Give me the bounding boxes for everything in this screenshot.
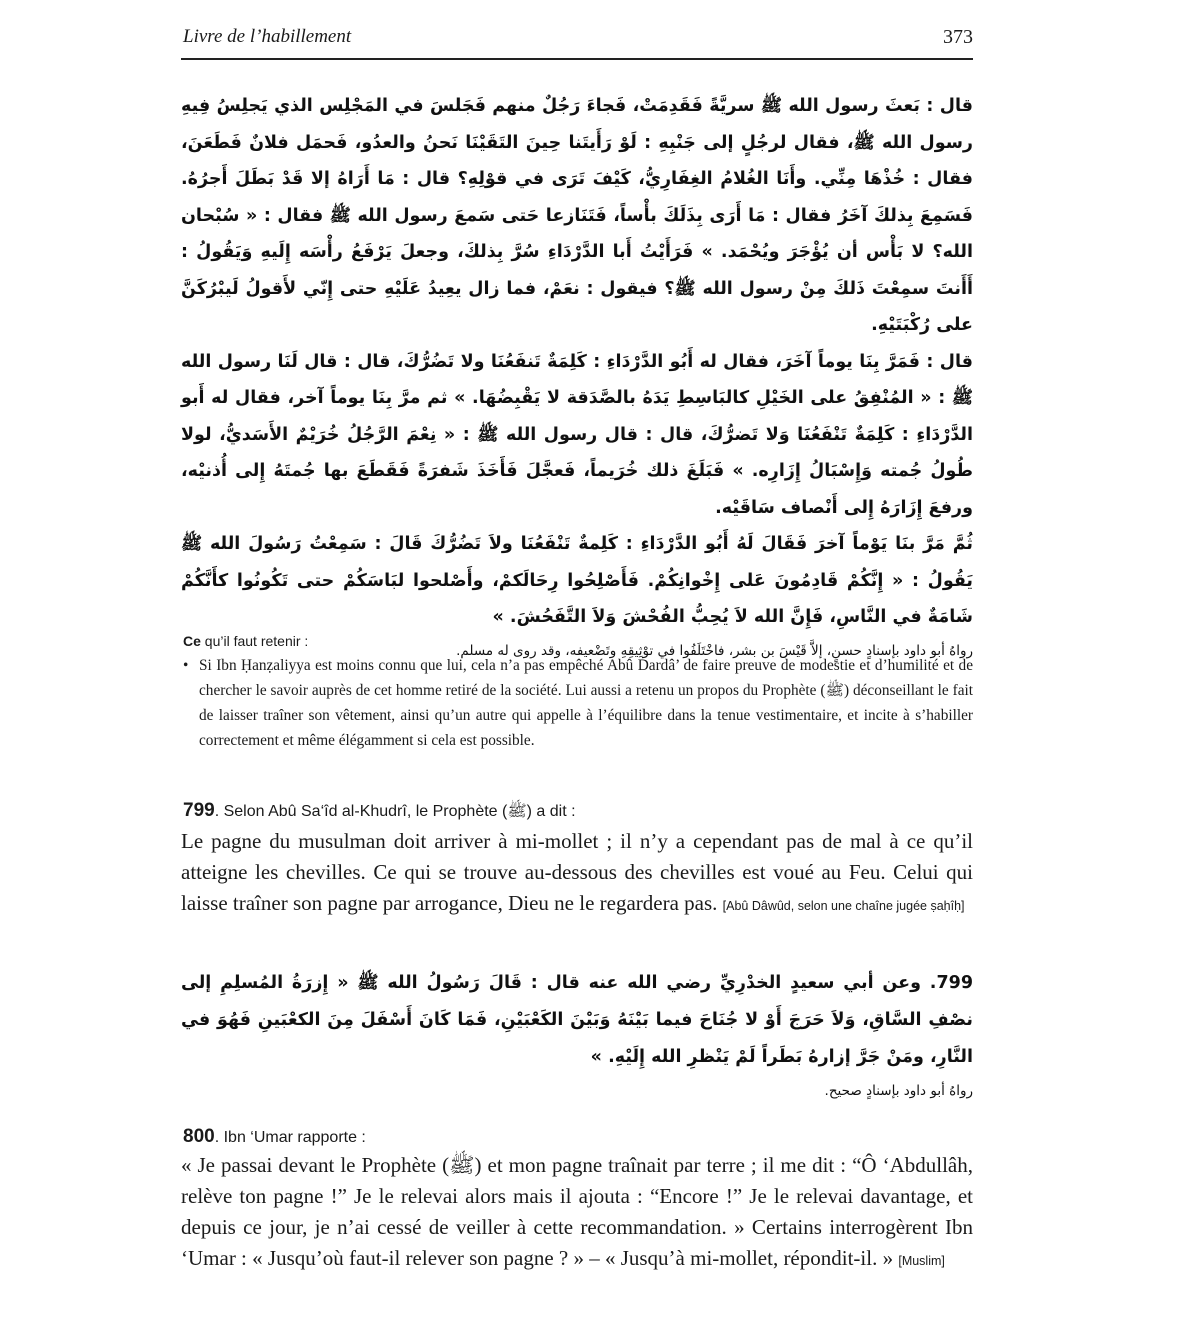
page-number: 373 — [943, 26, 973, 48]
hadith-799-heading: 799. Selon Abû Sa‘îd al-Khudrî, le Prophète (ﷺ) a dit : — [183, 800, 576, 821]
hadith-800 — [181, 1126, 973, 1277]
running-header — [181, 26, 973, 58]
hadith-799-reference: [Abû Dâwûd, selon une chaîne jugée ṣaḥîḥ] — [722, 899, 965, 913]
retain-bullet-text: Si Ibn Ḥanẓaliyya est moins connu que lui, cela n’a pas empêché Abû Dardâ’ de faire preuve de modestie et d’humilité et de chercher le savoir auprès de cet homme retiré de la société. Lui aussi a retenu un propos du Prophète (ﷺ) déconseillant le fait de laisser traîner son vêtement, ainsi qu’un autre qui appelle à l’équilibre dans la tenue vestimentaire, et incite à s’habiller correctement et même élégamment si cela est possible. — [199, 657, 973, 749]
hadith-800-body: « Je passai devant le Prophète (ﷺ) et mon pagne traînait par terre ; il me dit : “Ô ‘Abdullâh, relève ton pagne !” Je le relevai alors mais il ajouta : “Encore !” Je le relevai davantage, et depuis ce jour, je n’ai cessé de veiller à cette recommandation. » Certains interrogèrent Ibn ‘Umar : « Jusqu’où faut-il relever son pagne ? » – « Jusqu’à mi-mollet, répondit-il. » [Muslim] — [181, 1153, 973, 1270]
hadith-799-body: Le pagne du musulman doit arriver à mi-mollet ; il n’y a cependant pas de mal à ce qu’il atteigne les chevilles. Ce qui se trouve au-dessous des chevilles est voué au Feu. Celui qui laisse traîner son pagne par arrogance, Dieu ne le regardera pas. [Abû Dâwûd, selon une chaîne jugée ṣaḥîḥ] — [181, 829, 973, 915]
hadith-799-arabic-source: رواهُ أبو داود بإسنادٍ صحيح. — [824, 1083, 973, 1099]
arabic-paragraph-2: قال : فَمَرَّ بِنَا يوماً آخَرَ، فقال له أَبُو الدَّرْدَاءِ : كَلِمَةٌ تَنفَعُنَا ولا تَضُرُّكَ، قال : قال لَنَا رسول الله ﷺ : « المُنْفِقُ على الخَيْلِ كالبَاسِطِ يَدَهُ بالصَّدَقة لا يَقْبِضُهَا. » ثم مرَّ بِنَا يوماً آخر، فقال له أَبو الدَّرْدَاءِ : كَلِمَةٌ تَنْفَعُنَا وَلا تَضرُّكَ، قال : قال رسول الله ﷺ : « نِعْمَ الرَّجُلُ خُرَيْمٌ الأَسَديُّ، لولا طُولُ جُمته وَإِسْبَالُ إِزَارِه. » فَبَلَغَ ذلك خُرَيماً، فَعجَّلَ فَأَخَذَ شَفرَةً فَقَطَعَ بها جُمتَهُ إِلى أُذنيْه، ورفعَ إِزَارَهُ إِلى أَنْصاف سَاقَيْه. — [181, 351, 973, 518]
hadith-799-arabic — [181, 965, 973, 1106]
hadith-799 — [181, 800, 973, 922]
hadith-number: 800 — [183, 1126, 215, 1147]
retain-bullet — [181, 653, 973, 753]
header-rule — [181, 58, 973, 60]
hadith-800-heading: 800. Ibn ‘Umar rapporte : — [183, 1126, 366, 1147]
arabic-paragraph-1: قال : بَعثَ رسول الله ﷺ سريَّةً فَقَدِمَتْ، فَجاءَ رَجُلٌ منهم فَجَلسَ في المَجْلِس الذي يَجلِسُ فِيهِ رسول الله ﷺ، فقال لرجُلٍ إلى جَنْبِهِ : لَوْ رَأَيتَنا حِينَ التَقَيْنَا نَحنُ والعدُو، فَحمَل فلانٌ فَطَعَنَ، فقال : خُذْهَا مِنِّي. وأَنَا الغُلامُ الغِفَارِيُّ، كَيْفَ تَرَى في قوْلِهِ؟ قال : مَا أَرَاهُ إلا قَدْ بَطَلَ أَجرُهُ. فَسَمِعَ بِذلكَ آخَرُ فقال : مَا أَرَى بِذَلَكَ بأْساً، فَتَنَازعا حَتى سَمعَ رسول الله ﷺ فقال : « سُبْحان الله؟ لا بَأْس أن يُؤْجَرَ ويُحْمَد. » فَرَأَيْتُ أَبا الدَّرْدَاءِ سُرَّ بِذلكَ، وجعلَ يَرْفَعُ رأْسَه إِلَيهِ وَيَقُولُ : أَأَنتَ سمِعْتَ ذَلكَ مِنْ رسول الله ﷺ؟ فيقول : نعَمْ، فما زال يعِيدُ عَلَيْهِ حتى إِنّي لأَقولُ لَيبْرُكَنَّ على رُكْبَتَيْهِ. — [181, 96, 973, 335]
arabic-paragraph-3: ثُمَّ مَرَّ بنَا يَوْماً آخرَ فَقَالَ لَهُ أَبُو الدَّرْدَاءِ : كَلِمةٌ تَنْفَعُنَا ولاَ تَضُرُّكَ قَالَ : سَمِعْتُ رَسُولَ الله ﷺ يَقُولُ : « إِنَّكُمْ قَادِمُونَ عَلى إِخْوانِكُمْ. فَأَصْلِحُوا رِحَالَكمْ، وأَصْلحوا لبَاسَكُمْ حتى تَكُونُوا كأَنَّكُمْ شَامَةٌ في النَّاسِ، فَإِنَّ الله لاَ يُحِبُّ الفُحْشَ وَلاَ التَّفَحُشَ. » — [181, 534, 973, 627]
running-title: Livre de l’habillement — [183, 26, 352, 47]
hadith-number: 799 — [183, 800, 215, 821]
arabic-text-block — [181, 88, 973, 666]
arabic-source: رواهُ أبو داود بإسنادٍ حسنٍ، إلاَّ قَيْسَ بن بشر، فاخْتَلَفُوا في توْثِيقِهِ وتَضْعيفه، وقد روى له مسلم. — [456, 642, 973, 659]
retain-title: Ce qu’il faut retenir : — [183, 633, 309, 649]
hadith-800-reference: [Muslim] — [898, 1254, 945, 1268]
hadith-799-arabic-text: 799. وعن أبي سعيدٍ الخدْرِيِّ رضي الله عنه قال : قَالَ رَسُولُ الله ﷺ « إِزرَةُ المُسلِمِ إلى نصْفِ السَّاقِ، وَلاَ حَرَجَ أَوْ لا جُنَاحَ فيما بَيْنَهُ وَبَيْنَ الكَعْبَيْنِ، فَمَا كَانَ أَسْفَلَ مِنَ الكعْبَينِ فَهُوَ في النَّارِ، ومَنْ جَرَّ إزارهُ بَطَراً لَمْ يَنْظرِ الله إِلَيْهِ. » — [181, 973, 973, 1067]
retain-section — [181, 633, 973, 753]
bullet-icon: • — [183, 657, 189, 674]
